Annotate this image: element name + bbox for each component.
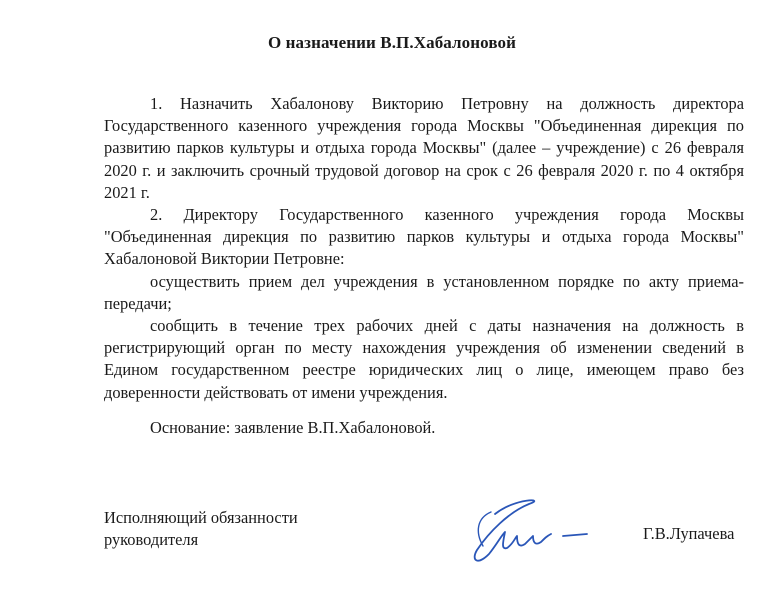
basis-line: Основание: заявление В.П.Хабалоновой. bbox=[150, 418, 436, 437]
paragraph-1: 1. Назначить Хабалонову Викторию Петровну на должность директора Государственного казенного учреждения города Москвы "Объединенная дирекция по развитию парков культуры и отдыха города Москвы" (далее – учреждение) с 26 февраля 2020 г. и заключить срочный трудовой договор на срок с 26 февраля 2020 г. по 4 октября 2021 г. bbox=[104, 94, 744, 202]
document-title: О назначении В.П.Хабалоновой bbox=[267, 33, 517, 52]
signatory-position-line-2: руководителя bbox=[104, 530, 199, 549]
handwritten-signature-icon bbox=[455, 492, 605, 572]
paragraph-4: сообщить в течение трех рабочих дней с даты назначения на должность в регистрирующий орган по месту нахождения учреждения об изменении сведений в Едином государственном реестре юридических лиц о лице, имеющем право без доверенности действовать от имени учреждения. bbox=[104, 316, 744, 402]
paragraph-2: 2. Директору Государственного казенного учреждения города Москвы "Объединенная дирекция по развитию парков культуры и отдыха города Москвы" Хабалоновой Виктории Петровне: bbox=[104, 205, 744, 269]
document-body bbox=[104, 93, 744, 404]
paragraph-3: осуществить прием дел учреждения в установленном порядке по акту приема-передачи; bbox=[104, 271, 744, 313]
signatory-name: Г.В.Лупачева bbox=[643, 524, 735, 543]
signatory-position bbox=[104, 507, 298, 551]
signatory-position-line-1: Исполняющий обязанности bbox=[104, 508, 298, 527]
